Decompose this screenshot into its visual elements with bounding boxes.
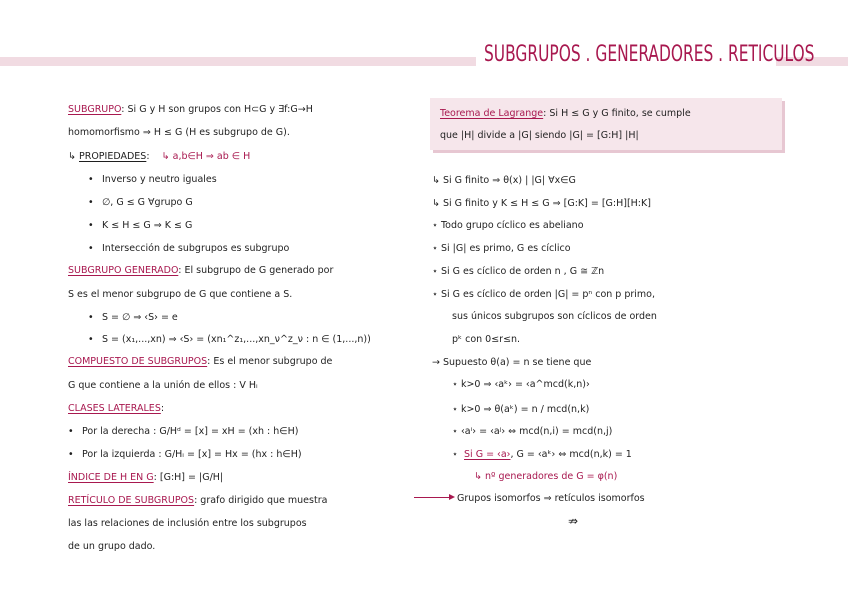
reticulo-text-1: : grafo dirigido que muestra [194,495,328,506]
page-title: SUBGRUPOS . GENERADORES . RETICULOS [484,42,815,67]
propiedades-heading: PROPIEDADES [79,151,147,162]
clase-item: • Por la izquierda : G/Hᵢ = [x] = Hx = (hx : h∈H) [68,449,302,460]
propiedad-item: • Intersección de subgrupos es subgrupo [88,243,290,254]
propiedades-closure: ↳ a,b∈H ⇒ ab ∈ H [161,151,251,162]
generado-text: S = (x₁,...,xn) ⇒ ‹S› = (xn₁^z₁,...,xn_ν^z_ν : n ∈ (1,...,n)) [102,334,371,345]
propiedad-ciclico-line: ⋆ Si G es cíclico de orden |G| = pⁿ con p primo, [432,289,656,300]
reticulo-line-3: de un grupo dado. [68,541,156,552]
supuesto-item: ⋆ ‹aⁱ› = ‹aʲ› ⇔ mcd(n,i) = mcd(n,j) [452,426,613,437]
propiedad-text: ∅, G ≤ G ∀grupo G [102,197,193,208]
propiedad-item: • K ≤ H ≤ G ⇒ K ≤ G [88,220,193,231]
supuesto-item: ⋆ k>0 ⇒ ‹aᵏ› = ‹a^mcd(k,n)› [452,379,590,390]
propiedad-ciclico-line: ⋆ Si |G| es primo, G es cíclico [432,243,571,254]
subgrupo-heading: SUBGRUPO [68,104,122,115]
generado-item: • S = ∅ ⇒ ‹S› = e [88,312,178,323]
reticulo-line-2: las las relaciones de inclusión entre los subgrupos [68,518,307,529]
consecuencia-line: ↳ Si G finito ⇒ θ(x) | |G| ∀x∈G [432,175,576,186]
propiedades-line [68,150,250,164]
indice-text: : [G:H] = |G/H| [153,472,224,483]
subgrupo-def-line-1 [68,103,313,117]
propiedad-item: • ∅, G ≤ G ∀grupo G [88,197,193,208]
lagrange-line-2: que |H| divide a |G| siendo |G| = [G:H] |H| [440,130,639,141]
clase-text: Por la derecha : G/Hᵈ = [x] = xH = (xh : h∈H) [82,426,299,437]
clases-laterales-line [68,402,164,416]
lagrange-heading: Teorema de Lagrange [440,108,544,119]
propiedad-ciclico-cont: sus únicos subgrupos son cíclicos de orden [452,311,657,322]
reticulo-line-1 [68,494,327,508]
supuesto-line: → Supuesto θ(a) = n se tiene que [432,357,592,368]
propiedad-ciclico-line: ⋆ Todo grupo cíclico es abeliano [432,220,584,231]
indice-line [68,471,223,485]
propiedad-item: • Inverso y neutro iguales [88,174,217,185]
compuesto-text-1: : Es el menor subgrupo de [207,356,333,367]
isomorfos-line: Grupos isomorfos ⇒ retículos isomorfos [457,493,645,504]
compuesto-heading: COMPUESTO DE SUBGRUPOS [68,356,208,367]
propiedad-text: Intersección de subgrupos es subgrupo [102,243,290,254]
subgrupo-generado-text-1: : El subgrupo de G generado por [178,265,334,276]
not-implies-mark: ⇏ [568,514,579,528]
lagrange-text-1: : Si H ≤ G y G finito, se cumple [543,108,691,119]
propiedad-text: Inverso y neutro iguales [102,174,217,185]
generado-item: • S = (x₁,...,xn) ⇒ ‹S› = (xn₁^z₁,...,xn_ν^z_ν : n ∈ (1,...,n)) [88,334,371,345]
propiedades-arrow: ↳ [68,151,76,162]
propiedades-colon: : [146,151,150,162]
connector-arrow-head [449,494,455,500]
generadores-heading: Si G = ‹a› [464,449,511,460]
subgrupo-def-text-1: : Si G y H son grupos con H⊂G y ∃f:G→H [121,104,313,115]
consecuencia-line: ↳ Si G finito y K ≤ H ≤ G ⇒ [G:K] = [G:H][H:K] [432,198,651,209]
supuesto-item: ⋆ k>0 ⇒ θ(aᵏ) = n / mcd(n,k) [452,404,590,415]
generadores-text: , G = ‹aᵏ› ⇔ mcd(n,k) = 1 [510,449,632,460]
reticulo-heading: RETÍCULO DE SUBGRUPOS [68,495,195,506]
clases-laterales-heading: CLASES LATERALES [68,403,161,414]
compuesto-line-1 [68,355,332,369]
indice-heading: ÍNDICE DE H EN G [68,472,154,483]
connector-arrow-line [414,497,452,498]
num-generadores-line: ↳ nº generadores de G = φ(n) [474,471,618,482]
lagrange-line-1 [440,107,691,121]
generado-text: S = ∅ ⇒ ‹S› = e [102,312,178,323]
propiedad-ciclico-cont: pᵏ con 0≤r≤n. [452,334,521,345]
propiedad-ciclico-line: ⋆ Si G es cíclico de orden n , G ≅ ℤn [432,266,605,277]
propiedad-text: K ≤ H ≤ G ⇒ K ≤ G [102,220,193,231]
clase-item: • Por la derecha : G/Hᵈ = [x] = xH = (xh : h∈H) [68,426,299,437]
subgrupo-def-line-2: homomorfismo ⇒ H ≤ G (H es subgrupo de G). [68,127,290,138]
clases-laterales-colon: : [160,403,165,414]
generadores-line: ⋆ Si G = ‹a›, G = ‹aᵏ› ⇔ mcd(n,k) = 1 [452,449,632,460]
subgrupo-generado-heading: SUBGRUPO GENERADO [68,265,179,276]
subgrupo-generado-line-2: S es el menor subgrupo de G que contiene a S. [68,289,293,300]
compuesto-line-2: G que contiene a la unión de ellos : V Hᵢ [68,380,258,391]
subgrupo-generado-line-1 [68,264,333,278]
clase-text: Por la izquierda : G/Hᵢ = [x] = Hx = (hx : h∈H) [82,449,302,460]
